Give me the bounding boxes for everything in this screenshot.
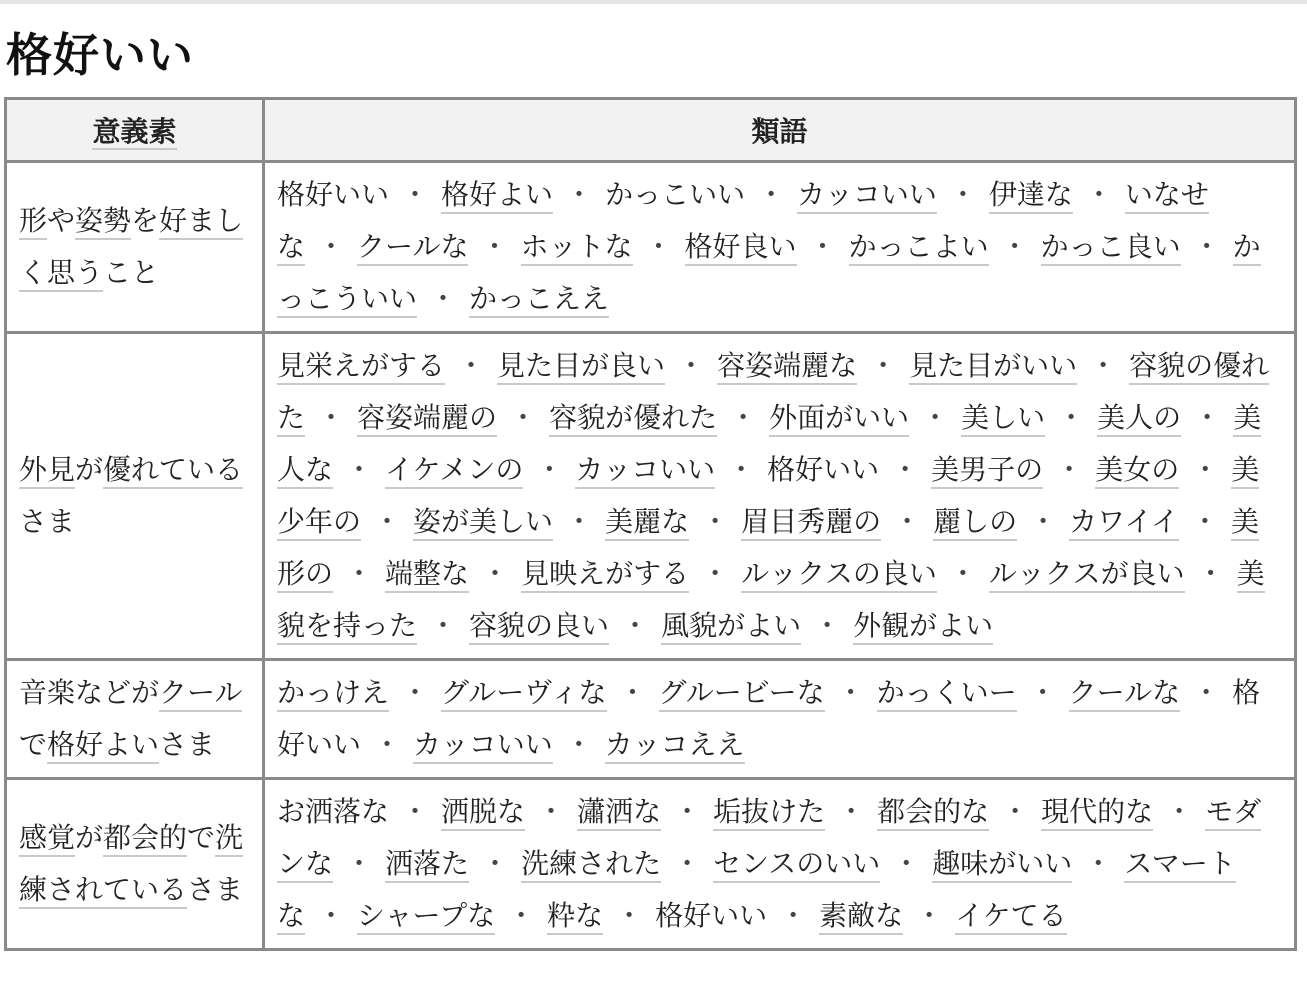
separator-dot: ・ bbox=[727, 453, 756, 486]
synonym-link[interactable]: 瀟洒な bbox=[577, 795, 661, 831]
separator-dot: ・ bbox=[401, 795, 430, 828]
separator-dot: ・ bbox=[893, 505, 922, 538]
synonym-link[interactable]: 素敵な bbox=[819, 899, 903, 935]
synonym-text: 格好いい bbox=[277, 178, 390, 211]
meaning-text: さま bbox=[159, 728, 216, 761]
synonym-link[interactable]: 見た目がいい bbox=[909, 349, 1077, 385]
meaning-link[interactable]: 感覚 bbox=[19, 821, 75, 857]
separator-dot: ・ bbox=[729, 401, 758, 434]
synonym-link[interactable]: 風貌がよい bbox=[661, 609, 801, 645]
synonym-text: お洒落な bbox=[277, 795, 390, 828]
separator-dot: ・ bbox=[1190, 505, 1219, 538]
meaning-text: で bbox=[187, 821, 216, 854]
page-title: 格好いい bbox=[6, 28, 194, 82]
meaning-text: さま bbox=[19, 505, 76, 538]
synonym-link[interactable]: 洗練された bbox=[521, 847, 661, 883]
separator-dot: ・ bbox=[618, 676, 647, 709]
separator-dot: ・ bbox=[644, 230, 673, 263]
synonym-text: 格好いい bbox=[767, 453, 880, 486]
meaning-link[interactable]: 外見 bbox=[19, 453, 75, 489]
synonym-text: 格好いい bbox=[277, 676, 1261, 761]
table-row bbox=[6, 660, 1296, 779]
synonym-link[interactable]: 容貌が優れた bbox=[549, 401, 717, 437]
synonym-link[interactable]: カッコええ bbox=[605, 728, 745, 764]
synonym-link[interactable]: 見栄えがする bbox=[277, 349, 445, 385]
separator-dot: ・ bbox=[1165, 795, 1194, 828]
synonym-link[interactable]: クールな bbox=[357, 230, 468, 266]
meaning-link[interactable]: 姿勢 bbox=[75, 204, 131, 240]
synonym-table bbox=[4, 97, 1297, 951]
meaning-text: 音楽 bbox=[19, 676, 76, 709]
synonym-link[interactable]: カワイイ bbox=[1069, 505, 1179, 541]
separator-dot: ・ bbox=[813, 609, 842, 642]
synonym-link[interactable]: 格好よい bbox=[441, 178, 553, 214]
synonyms-cell bbox=[264, 779, 1296, 950]
meaning-link[interactable]: 格好よい bbox=[47, 728, 159, 764]
separator-dot: ・ bbox=[621, 609, 650, 642]
separator-dot: ・ bbox=[948, 178, 977, 211]
meaning-text: さま bbox=[187, 873, 244, 906]
synonym-link[interactable]: 粋な bbox=[547, 899, 603, 935]
synonym-link[interactable]: 見映えがする bbox=[521, 557, 689, 593]
separator-dot: ・ bbox=[429, 609, 458, 642]
synonyms-cell bbox=[264, 660, 1296, 779]
separator-dot: ・ bbox=[480, 230, 509, 263]
synonym-link[interactable]: 美男子の bbox=[931, 453, 1043, 489]
separator-dot: ・ bbox=[891, 453, 920, 486]
meaning-cell bbox=[6, 660, 264, 779]
separator-dot: ・ bbox=[673, 795, 702, 828]
separator-dot: ・ bbox=[1001, 795, 1030, 828]
synonym-link[interactable]: 美形の bbox=[277, 505, 1259, 593]
table-body bbox=[6, 162, 1296, 950]
synonym-link[interactable]: かっくいー bbox=[877, 676, 1017, 712]
synonym-link[interactable]: カッコいい bbox=[413, 728, 553, 764]
separator-dot: ・ bbox=[345, 453, 374, 486]
separator-dot: ・ bbox=[507, 899, 536, 932]
separator-dot: ・ bbox=[892, 847, 921, 880]
synonym-link[interactable]: 見た目が良い bbox=[497, 349, 665, 385]
separator-dot: ・ bbox=[429, 282, 458, 315]
synonym-link[interactable]: いなせな bbox=[277, 178, 1209, 266]
separator-dot: ・ bbox=[509, 401, 538, 434]
separator-dot: ・ bbox=[481, 847, 510, 880]
synonym-link[interactable]: 容貌の良い bbox=[469, 609, 609, 645]
synonym-link[interactable]: イケメンの bbox=[385, 453, 523, 489]
synonyms-cell bbox=[264, 333, 1296, 660]
meaning-link[interactable]: 好ましく思う bbox=[19, 204, 243, 292]
synonym-link[interactable]: モダンな bbox=[277, 795, 1261, 883]
separator-dot: ・ bbox=[948, 557, 977, 590]
separator-dot: ・ bbox=[1000, 230, 1029, 263]
synonym-link[interactable]: 洒落た bbox=[385, 847, 469, 883]
synonym-link[interactable]: シャープな bbox=[357, 899, 495, 935]
meaning-cell bbox=[6, 779, 264, 950]
synonym-link[interactable]: スマートな bbox=[277, 847, 1236, 935]
separator-dot: ・ bbox=[537, 795, 566, 828]
separator-dot: ・ bbox=[317, 401, 346, 434]
separator-dot: ・ bbox=[673, 847, 702, 880]
synonym-link[interactable]: 格好良い bbox=[685, 230, 797, 266]
table-row bbox=[6, 779, 1296, 950]
synonym-link[interactable]: 趣味がいい bbox=[932, 847, 1072, 883]
meaning-text: が bbox=[75, 821, 104, 854]
synonym-link[interactable]: 端整な bbox=[385, 557, 469, 593]
synonyms-cell bbox=[264, 162, 1296, 333]
meaning-cell bbox=[6, 333, 264, 660]
separator-dot: ・ bbox=[317, 230, 346, 263]
separator-dot: ・ bbox=[535, 453, 564, 486]
separator-dot: ・ bbox=[1057, 401, 1086, 434]
separator-dot: ・ bbox=[701, 505, 730, 538]
separator-dot: ・ bbox=[401, 676, 430, 709]
separator-dot: ・ bbox=[779, 899, 808, 932]
separator-dot: ・ bbox=[701, 557, 730, 590]
synonym-link[interactable]: 美麗な bbox=[605, 505, 689, 541]
synonym-text: 格好いい bbox=[655, 899, 768, 932]
separator-dot: ・ bbox=[373, 505, 402, 538]
synonym-link[interactable]: 美人な bbox=[277, 401, 1261, 489]
synonym-link[interactable]: 垢抜けた bbox=[713, 795, 825, 831]
synonym-link[interactable]: 都会的な bbox=[877, 795, 989, 831]
meaning-link[interactable]: 洗練されている bbox=[19, 821, 243, 909]
meaning-link[interactable]: 都会的 bbox=[103, 821, 187, 857]
synonym-link[interactable]: ホットな bbox=[521, 230, 633, 266]
synonym-link[interactable]: 現代的な bbox=[1041, 795, 1153, 831]
meaning-text: で bbox=[19, 728, 48, 761]
synonym-link[interactable]: ルックスの良い bbox=[741, 557, 937, 593]
meaning-link[interactable]: 形 bbox=[19, 204, 47, 240]
synonym-link[interactable]: クールな bbox=[1069, 676, 1180, 712]
separator-dot: ・ bbox=[1089, 349, 1118, 382]
synonym-link[interactable]: カッコいい bbox=[575, 453, 715, 489]
separator-dot: ・ bbox=[1192, 676, 1221, 709]
separator-dot: ・ bbox=[1084, 847, 1113, 880]
separator-dot: ・ bbox=[757, 178, 786, 211]
separator-dot: ・ bbox=[401, 178, 430, 211]
synonym-link[interactable]: グルービーな bbox=[659, 676, 825, 712]
header-meaning-label: 意義素 bbox=[92, 115, 177, 148]
meaning-text: が bbox=[75, 453, 104, 486]
meaning-cell bbox=[6, 162, 264, 333]
separator-dot: ・ bbox=[457, 349, 486, 382]
synonym-link[interactable]: 美しい bbox=[961, 401, 1045, 437]
synonym-link[interactable]: 姿が美しい bbox=[413, 505, 553, 541]
separator-dot: ・ bbox=[1193, 401, 1222, 434]
synonym-link[interactable]: 美人の bbox=[1097, 401, 1181, 437]
synonym-link[interactable]: ルックスが良い bbox=[989, 557, 1185, 593]
meaning-text: や bbox=[47, 204, 76, 237]
separator-dot: ・ bbox=[869, 349, 898, 382]
synonym-link[interactable]: 外観がよい bbox=[853, 609, 993, 645]
separator-dot: ・ bbox=[481, 557, 510, 590]
separator-dot: ・ bbox=[1029, 505, 1058, 538]
separator-dot: ・ bbox=[565, 178, 594, 211]
separator-dot: ・ bbox=[373, 728, 402, 761]
meaning-text: を bbox=[131, 204, 160, 237]
separator-dot: ・ bbox=[837, 795, 866, 828]
separator-dot: ・ bbox=[808, 230, 837, 263]
synonym-link[interactable]: かっこ良い bbox=[1041, 230, 1181, 266]
separator-dot: ・ bbox=[345, 847, 374, 880]
synonym-link[interactable]: 美女の bbox=[1095, 453, 1179, 489]
header-meaning bbox=[6, 99, 264, 162]
meaning-link[interactable]: クール bbox=[159, 676, 242, 712]
separator-dot: ・ bbox=[565, 505, 594, 538]
separator-dot: ・ bbox=[1196, 557, 1225, 590]
synonym-link[interactable]: 伊達な bbox=[989, 178, 1073, 214]
synonym-link[interactable]: 眉目秀麗の bbox=[741, 505, 881, 541]
meaning-text: などが bbox=[75, 676, 160, 709]
separator-dot: ・ bbox=[1084, 178, 1113, 211]
synonym-link[interactable]: かっけえ bbox=[277, 676, 389, 712]
synonym-link[interactable]: 容貌の優れた bbox=[277, 349, 1269, 437]
separator-dot: ・ bbox=[1028, 676, 1057, 709]
separator-dot: ・ bbox=[317, 899, 346, 932]
synonym-link[interactable]: 洒脱な bbox=[441, 795, 525, 831]
synonym-link[interactable]: グルーヴィな bbox=[441, 676, 606, 712]
table-row bbox=[6, 333, 1296, 660]
synonym-link[interactable]: 外面がいい bbox=[769, 401, 909, 437]
synonym-link[interactable]: センスのいい bbox=[713, 847, 880, 883]
meaning-link[interactable]: 優れている bbox=[103, 453, 243, 489]
synonym-link[interactable]: かっこよい bbox=[849, 230, 989, 266]
synonym-link[interactable]: 容姿端麗の bbox=[357, 401, 497, 437]
separator-dot: ・ bbox=[564, 728, 593, 761]
synonym-link[interactable]: カッコいい bbox=[797, 178, 937, 214]
separator-dot: ・ bbox=[677, 349, 706, 382]
separator-dot: ・ bbox=[1055, 453, 1084, 486]
synonym-link[interactable]: 美貌を持った bbox=[277, 557, 1265, 645]
separator-dot: ・ bbox=[1191, 453, 1220, 486]
table-header-row bbox=[6, 99, 1296, 162]
meaning-text: こと bbox=[103, 256, 160, 289]
separator-dot: ・ bbox=[915, 899, 944, 932]
synonym-link[interactable]: かっこういい bbox=[277, 230, 1261, 318]
synonym-link[interactable]: イケてる bbox=[955, 899, 1066, 935]
separator-dot: ・ bbox=[1192, 230, 1221, 263]
synonym-link[interactable]: 容姿端麗な bbox=[717, 349, 857, 385]
separator-dot: ・ bbox=[921, 401, 950, 434]
synonym-text: かっこいい bbox=[605, 178, 746, 211]
synonym-link[interactable]: 美少年の bbox=[277, 453, 1259, 541]
separator-dot: ・ bbox=[615, 899, 644, 932]
table-row bbox=[6, 162, 1296, 333]
synonym-link[interactable]: 麗しの bbox=[933, 505, 1017, 541]
header-synonyms: 類語 bbox=[264, 99, 1296, 162]
separator-dot: ・ bbox=[836, 676, 865, 709]
separator-dot: ・ bbox=[345, 557, 374, 590]
top-divider bbox=[0, 0, 1307, 4]
synonym-link[interactable]: かっこええ bbox=[469, 282, 609, 318]
